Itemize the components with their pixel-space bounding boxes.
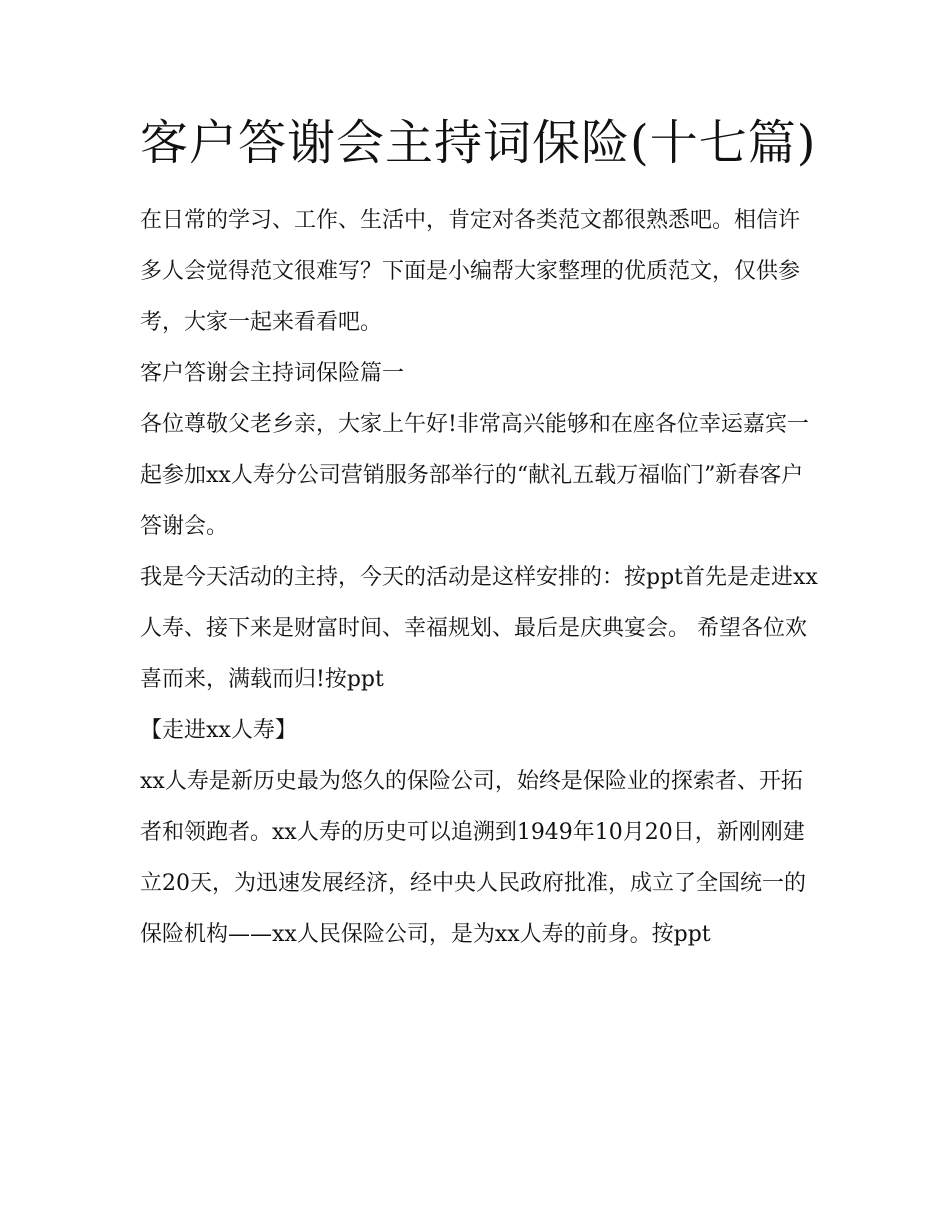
intro-paragraph: 在日常的学习、工作、生活中，肯定对各类范文都很熟悉吧。相信许多人会觉得范文很难写？下面是小编帮大家整理的优质范文，仅供参考，大家一起来看看吧。 — [140, 208, 801, 335]
body-paragraph: 各位尊敬父老乡亲，大家上午好!非常高兴能够和在座各位幸运嘉宾一起参加xx人寿分公司营销服务部举行的“献礼五载万福临门”新春客户答谢会。 — [140, 412, 809, 539]
body-paragraph: 我是今天活动的主持，今天的活动是这样安排的：按ppt首先是走进xx人寿、接下来是财富时间、幸福规划、最后是庆典宴会。 希望各位欢喜而来，满载而归!按ppt — [140, 565, 818, 692]
body-paragraph: xx人寿是新历史最为悠久的保险公司，始终是保险业的探索者、开拓者和领跑者。xx人寿的历史可以追溯到1949年10月20日，新刚刚建立20天，为迅速发展经济，经中央人民政府批准，成立了全国统一的保险机构——xx人民保险公司，是为xx人寿的前身。按ppt — [140, 769, 806, 947]
section-heading: 客户答谢会主持词保险篇一 — [140, 361, 405, 386]
document-page — [140, 112, 820, 960]
document-title: 客户答谢会主持词保险(十七篇) — [140, 115, 817, 171]
subsection-heading: 【走进xx人寿】 — [140, 718, 297, 743]
